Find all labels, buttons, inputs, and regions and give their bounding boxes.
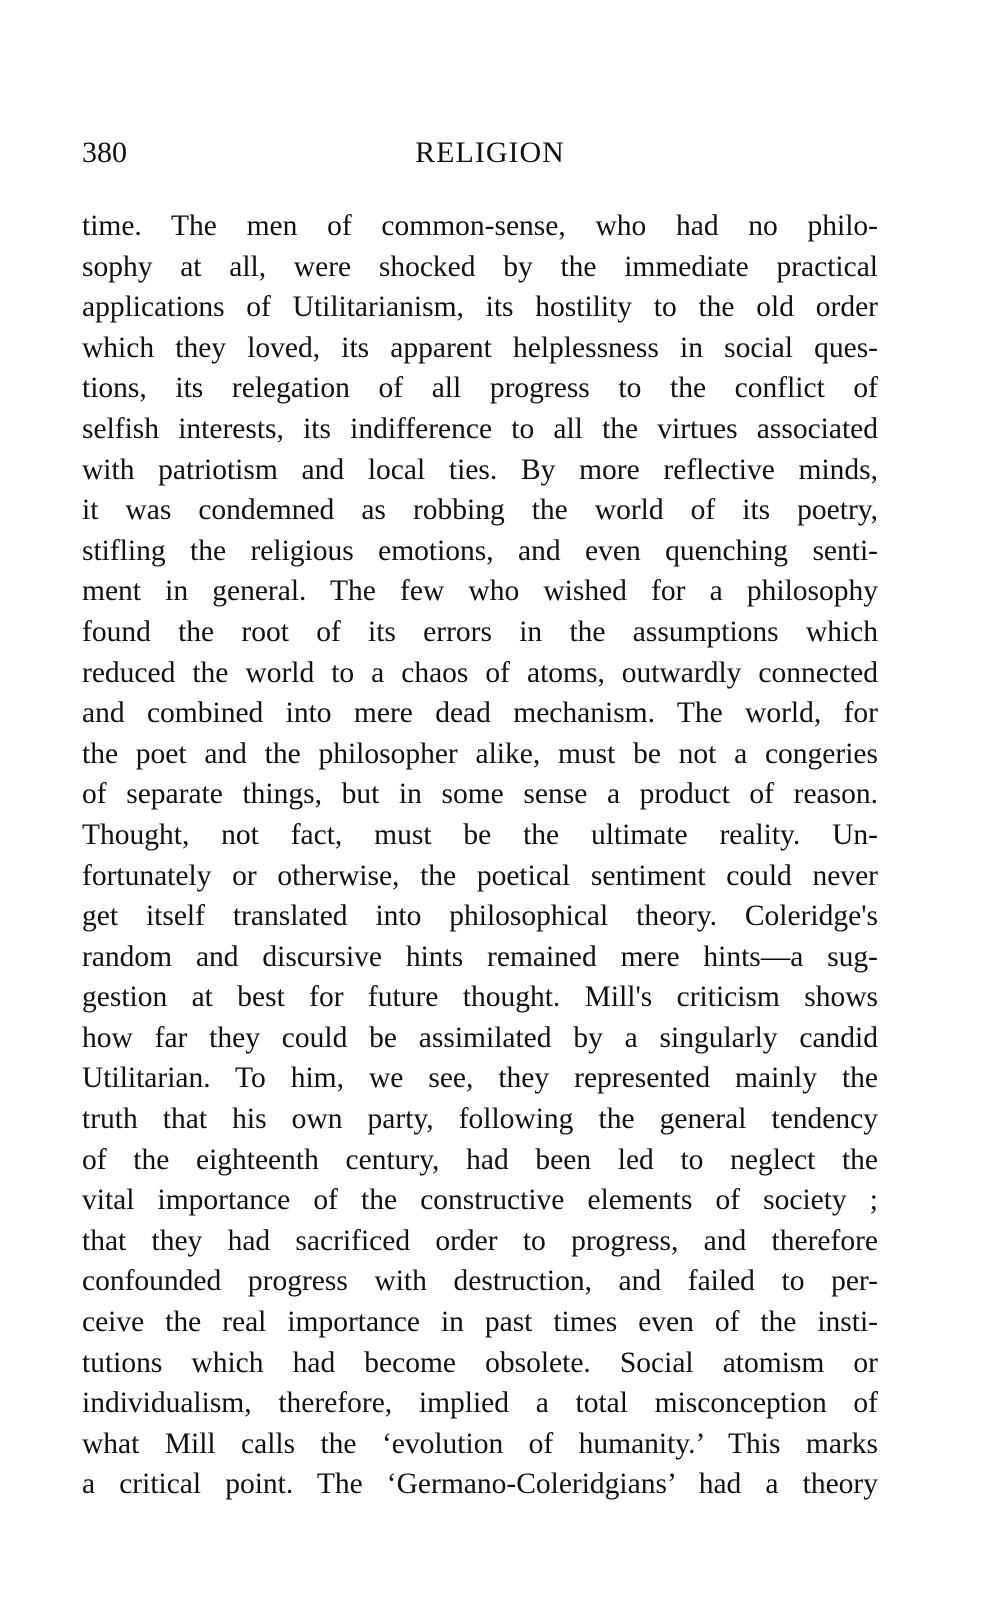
text-line-content: of the eighteenth century, had been led to neglect the <box>82 1143 878 1176</box>
text-line <box>82 1464 878 1505</box>
text-line-content: the poet and the philosopher alike, must be not a congeries <box>82 737 878 770</box>
text-line <box>82 287 878 328</box>
body-text <box>82 206 878 1505</box>
text-line-content: stifling the religious emotions, and even quenching senti- <box>82 534 878 567</box>
text-line <box>82 653 878 694</box>
text-line <box>82 815 878 856</box>
text-line <box>82 531 878 572</box>
text-line <box>82 1221 878 1262</box>
text-line <box>82 612 878 653</box>
text-line-content: applications of Utilitarianism, its hostility to the old order <box>82 291 878 324</box>
text-line-content: of separate things, but in some sense a product of reason. <box>82 778 878 811</box>
text-line <box>82 490 878 531</box>
text-line-content: random and discursive hints remained mere hints—a sug- <box>82 940 878 973</box>
text-line-content: Thought, not fact, must be the ultimate reality. Un- <box>82 818 878 851</box>
text-line-content: ment in general. The few who wished for a philosophy <box>82 575 878 608</box>
text-line <box>82 409 878 450</box>
text-line <box>82 937 878 978</box>
text-line-content: what Mill calls the ‘evolution of humanity.’ This marks <box>82 1427 878 1460</box>
text-line-content: truth that his own party, following the general tendency <box>82 1103 878 1136</box>
text-line <box>82 1383 878 1424</box>
text-line-content: a critical point. The ‘Germano-Coleridgians’ had a theory <box>82 1468 878 1501</box>
text-line-content: gestion at best for future thought. Mill's criticism shows <box>82 981 878 1014</box>
text-line <box>82 1343 878 1384</box>
text-line <box>82 571 878 612</box>
text-line <box>82 1140 878 1181</box>
page-number: 380 <box>82 136 127 169</box>
text-line <box>82 977 878 1018</box>
text-line-content: selfish interests, its indifference to all the virtues associated <box>82 412 878 445</box>
text-line-content: with patriotism and local ties. By more reflective minds, <box>82 453 878 486</box>
text-line <box>82 1018 878 1059</box>
text-line-content: individualism, therefore, implied a total misconception of <box>82 1387 878 1420</box>
text-line-content: and combined into mere dead mechanism. The world, for <box>82 697 878 730</box>
text-line-content: tutions which had become obsolete. Social atomism or <box>82 1346 878 1379</box>
text-line-content: it was condemned as robbing the world of its poetry, <box>82 494 878 527</box>
text-line-content: tions, its relegation of all progress to the conflict of <box>82 372 878 405</box>
page-header <box>82 136 878 176</box>
text-line <box>82 1099 878 1140</box>
text-line <box>82 693 878 734</box>
text-line <box>82 734 878 775</box>
text-line-content: Utilitarian. To him, we see, they represented mainly the <box>82 1062 878 1095</box>
text-line <box>82 1261 878 1302</box>
text-line <box>82 1180 878 1221</box>
text-line <box>82 206 878 247</box>
text-line <box>82 1058 878 1099</box>
text-line <box>82 450 878 491</box>
text-line-content: reduced the world to a chaos of atoms, outwardly connected <box>82 656 878 689</box>
text-line <box>82 856 878 897</box>
text-line-content: how far they could be assimilated by a singularly candid <box>82 1021 878 1054</box>
text-line-content: get itself translated into philosophical theory. Coleridge's <box>82 900 878 933</box>
text-line-content: sophy at all, were shocked by the immediate practical <box>82 250 878 283</box>
running-title: RELIGION <box>415 136 565 169</box>
text-line-content: ceive the real importance in past times even of the insti- <box>82 1306 878 1339</box>
text-line-content: confounded progress with destruction, and failed to per- <box>82 1265 878 1298</box>
text-line <box>82 328 878 369</box>
text-line <box>82 1424 878 1465</box>
text-line-content: which they loved, its apparent helplessness in social ques- <box>82 331 878 364</box>
text-line <box>82 1302 878 1343</box>
text-line <box>82 896 878 937</box>
text-line-content: vital importance of the constructive elements of society ; <box>82 1184 878 1217</box>
text-line <box>82 368 878 409</box>
text-line <box>82 774 878 815</box>
text-line-content: fortunately or otherwise, the poetical sentiment could never <box>82 859 878 892</box>
text-line-content: that they had sacrificed order to progress, and therefore <box>82 1224 878 1257</box>
text-line-content: found the root of its errors in the assumptions which <box>82 615 878 648</box>
text-line <box>82 247 878 288</box>
text-line-content: time. The men of common-sense, who had no philo- <box>82 210 878 242</box>
